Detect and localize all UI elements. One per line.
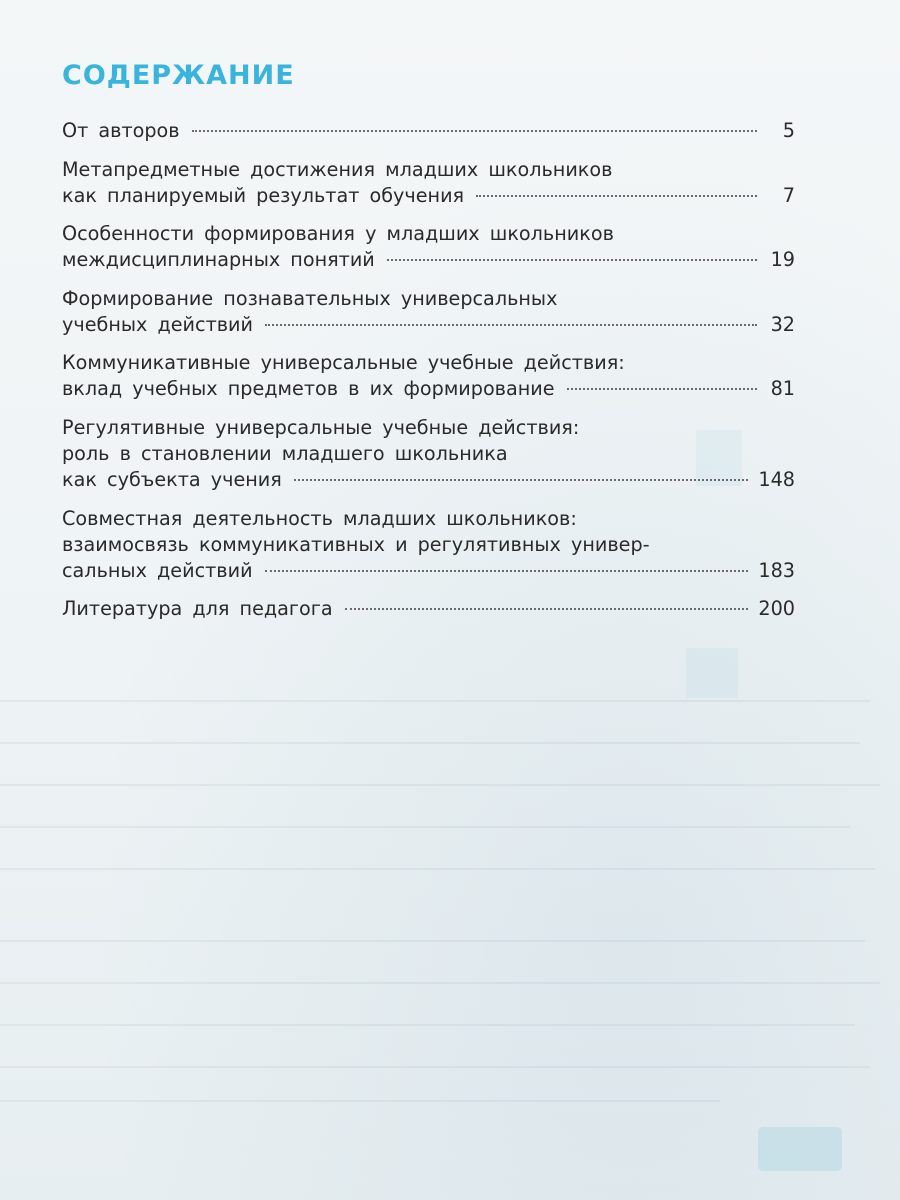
- dot-leader: [476, 195, 757, 197]
- toc-entry-title: Формирование познавательных универсальных: [62, 286, 558, 310]
- dot-leader: [265, 324, 757, 326]
- toc-entry-title: сальных действий: [62, 558, 253, 582]
- toc-entry-line: [62, 221, 795, 247]
- toc-page-number: 5: [782, 119, 795, 142]
- page-number-tab: [758, 1127, 842, 1171]
- toc-entry-title: роль в становлении младшего школьника: [62, 441, 508, 465]
- toc-entry-last-line: [62, 312, 795, 338]
- toc-entry-title: Литература для педагога: [62, 597, 333, 621]
- show-through-line: [0, 940, 865, 942]
- toc-entry-title: учебных действий: [62, 312, 253, 336]
- toc-entry-last-line: [62, 118, 795, 144]
- show-through-line: [0, 868, 875, 870]
- toc-entry-title: взаимосвязь коммуникативных и регулятивных универ-: [62, 532, 650, 556]
- show-through-line: [0, 1024, 855, 1026]
- toc-entry-last-line: [62, 558, 795, 584]
- show-through-line: [0, 982, 880, 984]
- page-title: СОДЕРЖАНИЕ: [62, 60, 295, 91]
- toc-entry-last-line: [62, 376, 795, 402]
- toc-entry: [62, 118, 795, 144]
- dot-leader: [294, 479, 749, 481]
- toc-entry: [62, 596, 795, 622]
- table-of-contents: [62, 118, 795, 635]
- toc-page-number: 183: [758, 558, 795, 582]
- toc-entry-title: как субъекта учения: [62, 467, 282, 491]
- toc-entry: [62, 415, 795, 493]
- toc-entry-last-line: [62, 467, 795, 493]
- toc-entry: [62, 286, 795, 338]
- toc-page-number: 19: [770, 248, 795, 272]
- dot-leader: [387, 259, 757, 261]
- show-through-line: [0, 1100, 720, 1102]
- dot-leader: [265, 570, 749, 572]
- toc-entry-line: [62, 532, 795, 558]
- toc-entry: [62, 157, 795, 209]
- toc-page-number: 81: [770, 377, 795, 401]
- toc-entry-line: [62, 157, 795, 183]
- toc-page-number: 32: [770, 312, 795, 336]
- toc-entry-title: как планируемый результат обучения: [62, 183, 465, 207]
- toc-entry-title: От авторов: [62, 119, 180, 142]
- toc-entry-last-line: [62, 247, 795, 273]
- show-through-box: [686, 648, 738, 698]
- toc-entry-title: Метапредметные достижения младших школьников: [62, 157, 613, 181]
- toc-entry-title: Коммуникативные универсальные учебные действия:: [62, 351, 625, 375]
- toc-entry: [62, 221, 795, 273]
- show-through-line: [0, 784, 880, 786]
- show-through-line: [0, 742, 860, 744]
- dot-leader: [567, 388, 757, 390]
- toc-entry-title: Совместная деятельность младших школьников:: [62, 506, 577, 530]
- toc-entry-last-line: [62, 596, 795, 622]
- show-through-line: [0, 1066, 870, 1068]
- toc-entry-title: междисциплинарных понятий: [62, 248, 375, 272]
- toc-entry-line: [62, 415, 795, 441]
- toc-entry-title: Особенности формирования у младших школьников: [62, 222, 614, 246]
- toc-entry-line: [62, 506, 795, 532]
- toc-entry-line: [62, 441, 795, 467]
- show-through-line: [0, 826, 850, 828]
- toc-entry-last-line: [62, 183, 795, 209]
- dot-leader: [192, 130, 757, 132]
- dot-leader: [345, 608, 749, 610]
- toc-page-number: 148: [758, 467, 795, 491]
- toc-entry: [62, 350, 795, 402]
- toc-entry-line: [62, 350, 795, 376]
- toc-page-number: 200: [758, 597, 795, 621]
- toc-page-number: 7: [782, 183, 795, 207]
- toc-entry-title: вклад учебных предметов в их формирование: [62, 377, 555, 401]
- toc-entry-line: [62, 286, 795, 312]
- show-through-line: [0, 700, 870, 702]
- toc-entry-title: Регулятивные универсальные учебные действия:: [62, 415, 580, 439]
- toc-entry: [62, 506, 795, 584]
